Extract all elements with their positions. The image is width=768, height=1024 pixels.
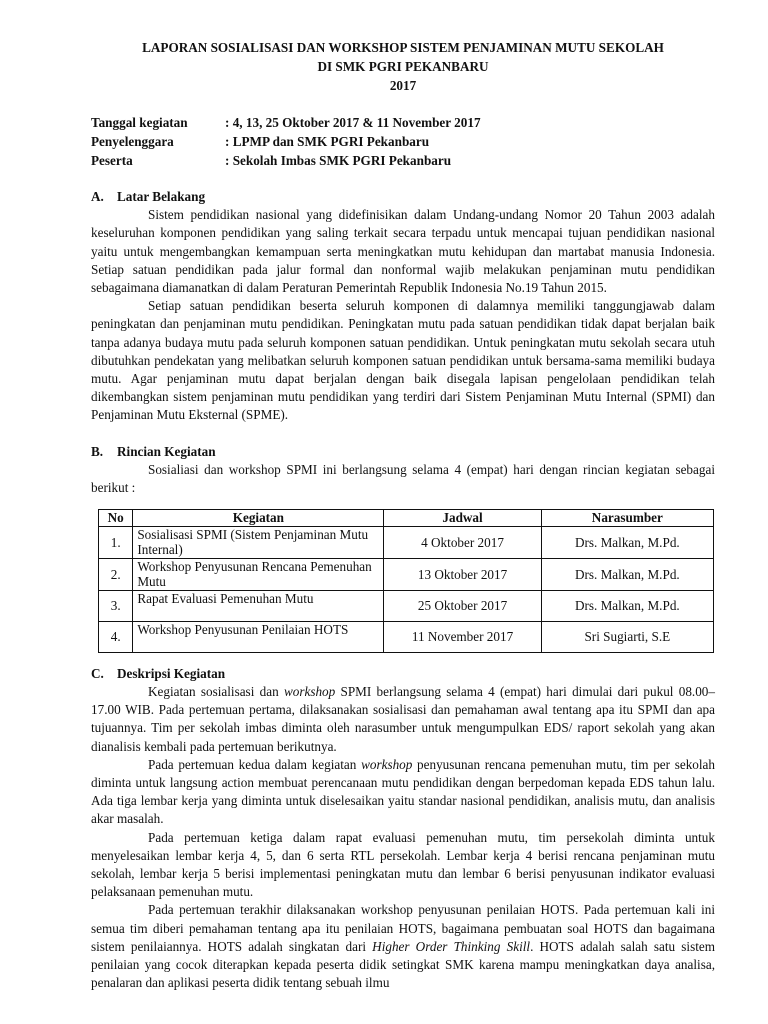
meta-value: : LPMP dan SMK PGRI Pekanbaru bbox=[225, 134, 430, 149]
section-number: C. bbox=[91, 665, 104, 681]
meta-label: Tanggal kegiatan bbox=[91, 115, 188, 130]
cell-jadwal: 4 Oktober 2017 bbox=[384, 526, 541, 558]
header-narasumber: Narasumber bbox=[541, 510, 713, 527]
section-title: Deskripsi Kegiatan bbox=[117, 665, 226, 681]
document-title bbox=[91, 38, 715, 95]
text-run: Kegiatan sosialisasi dan bbox=[148, 683, 284, 699]
table-header-row bbox=[99, 510, 714, 527]
text-run: Pada pertemuan kedua dalam kegiatan bbox=[148, 756, 362, 772]
section-b-heading bbox=[91, 443, 715, 461]
cell-no: 3. bbox=[99, 590, 133, 621]
header-jadwal: Jadwal bbox=[384, 510, 541, 527]
table-row bbox=[99, 526, 714, 558]
section-c-paragraph-3: Pada pertemuan ketiga dalam rapat evaluasi pemenuhan mutu, tim persekolah diminta untuk menyelesaikan lembar kerja 4, 5, dan 6 serta RTL persekolah. Lembar kerja 4 berisi rencana penjaminan mutu sekolah, lembar kerja 5 berisi implementasi peningkatan mutu dan lembar 6 berisi penyusunan indikator evaluasi pelaksanaan pemenuhan mutu. bbox=[91, 829, 715, 900]
table-row bbox=[99, 621, 714, 652]
section-c-paragraph-4 bbox=[91, 901, 715, 992]
meta-label: Peserta bbox=[91, 153, 133, 168]
italic-term: workshop bbox=[361, 756, 413, 772]
cell-narasumber: Drs. Malkan, M.Pd. bbox=[541, 558, 713, 590]
text-run: SPMI berlangsung selama 4 (empat) hari dimulai dari pukul 08.00– 17.00 WIB. Pada pertemuan pertama, dilaksanakan sosialisasi dan pemahaman awal tentang apa itu SPMI dan apa tujuannya. Tim per sekolah imbas diminta oleh narasumber untuk mengumpulkan EDS/ raport sekolah yang akan dianalisis kembali pada pertemuan berikutnya. bbox=[91, 683, 715, 754]
title-line-1: LAPORAN SOSIALISASI DAN WORKSHOP SISTEM PENJAMINAN MUTU SEKOLAH bbox=[142, 40, 664, 55]
italic-term: Higher Order Thinking Skill bbox=[372, 938, 531, 954]
header-no: No bbox=[99, 510, 133, 527]
table-row bbox=[99, 590, 714, 621]
cell-kegiatan: Sosialisasi SPMI (Sistem Penjaminan Mutu Internal) bbox=[133, 526, 384, 558]
cell-jadwal: 11 November 2017 bbox=[384, 621, 541, 652]
cell-jadwal: 13 Oktober 2017 bbox=[384, 558, 541, 590]
section-c-paragraph-2 bbox=[91, 756, 715, 829]
cell-no: 2. bbox=[99, 558, 133, 590]
section-number: B. bbox=[91, 443, 104, 459]
cell-narasumber: Sri Sugiarti, S.E bbox=[541, 621, 713, 652]
activity-table bbox=[98, 509, 714, 653]
title-line-2: DI SMK PGRI PEKANBARU bbox=[317, 59, 489, 74]
table-row bbox=[99, 558, 714, 590]
section-b-paragraph-1: Sosialiasi dan workshop SPMI ini berlangsung selama 4 (empat) hari dengan rincian kegiatan sebagai berikut : bbox=[91, 461, 715, 496]
header-kegiatan: Kegiatan bbox=[133, 510, 384, 527]
section-title: Latar Belakang bbox=[117, 189, 206, 204]
section-c-heading bbox=[91, 665, 715, 683]
section-a-paragraph-2: Setiap satuan pendidikan beserta seluruh komponen di dalamnya memiliki tanggungjawab dalam peningkatan dan penjaminan mutu pendidikan. Peningkatan mutu pada satuan pendidikan tidak dapat berjalan baik tanpa adanya budaya mutu pada seluruh komponen satuan pendidikan. Untuk peningkatan mutu sekolah secara utuh dibutuhkan pendekatan yang melibatkan seluruh komponen satuan pendidikan untuk bersama-sama memiliki budaya mutu. Agar penjaminan mutu dapat berjalan dengan baik disegala lapisan pengelolaan pendidikan telah dikembangkan sistem penjaminan mutu pendidikan yang terdiri dari Sistem Penjaminan Mutu Internal (SPMI) dan Penjaminan Mutu Eksternal (SPME). bbox=[91, 298, 715, 423]
section-number: A. bbox=[91, 189, 104, 204]
meta-row-date bbox=[91, 113, 715, 132]
title-year: 2017 bbox=[389, 78, 417, 93]
italic-term: workshop bbox=[283, 683, 336, 699]
cell-kegiatan: Workshop Penyusunan Rencana Pemenuhan Mutu bbox=[133, 558, 384, 590]
cell-kegiatan: Rapat Evaluasi Pemenuhan Mutu bbox=[133, 590, 384, 621]
meta-row-organizer bbox=[91, 132, 715, 151]
section-a-paragraph-1: Sistem pendidikan nasional yang didefinisikan dalam Undang-undang Nomor 20 Tahun 2003 adalah keseluruhan komponen pendidikan yang saling terkait secara terpadu untuk mencapai tujuan pendidikan nasional yaitu untuk mengembangkan kemampuan serta meningkatkan mutu kehidupan dan martabat manusia Indonesia. Setiap satuan pendidikan pada jalur formal dan nonformal wajib melakukan penjaminan mutu pendidikan sebagaimana diamanatkan di dalam Peraturan Pemerintah Republik Indonesia No.19 Tahun 2015. bbox=[91, 207, 715, 296]
meta-value: : 4, 13, 25 Oktober 2017 & 11 November 2017 bbox=[225, 115, 481, 130]
cell-jadwal: 25 Oktober 2017 bbox=[384, 590, 541, 621]
text-run: . HOTS adalah salah satu sistem penilaian yang cocok diterapkan kepada peserta didik setingkat SMK karena mampu meningkatkan daya analisa, penalaran dan aplikasi peserta didik tentang sebuah ilmu bbox=[91, 938, 716, 991]
cell-no: 1. bbox=[99, 526, 133, 558]
cell-no: 4. bbox=[99, 621, 133, 652]
section-a-heading bbox=[91, 188, 715, 206]
text-run: penyusunan rencana pemenuhan mutu, tim per sekolah diminta untuk langsung action membuat perencanaan mutu pendidikan dengan berpedoman kepada EDS tahun lalu. Ada tiga lembar kerja yang diminta untuk diselesaikan yaitu standar nasional pendidikan, analisis mutu, dan analisis akar masalah. bbox=[91, 756, 715, 827]
cell-narasumber: Drs. Malkan, M.Pd. bbox=[541, 526, 713, 558]
meta-value: : Sekolah Imbas SMK PGRI Pekanbaru bbox=[225, 153, 452, 168]
section-c-paragraph-1 bbox=[91, 683, 715, 756]
cell-kegiatan: Workshop Penyusunan Penilaian HOTS bbox=[133, 621, 384, 652]
meta-block bbox=[91, 113, 715, 170]
meta-row-participants bbox=[91, 151, 715, 170]
section-title: Rincian Kegiatan bbox=[117, 443, 216, 459]
cell-narasumber: Drs. Malkan, M.Pd. bbox=[541, 590, 713, 621]
text-run: Pada pertemuan terakhir dilaksanakan workshop penyusunan penilaian HOTS. Pada pertemuan kali ini semua tim diberi pemahaman tentang apa itu penilaian HOTS, bagaimana pembuatan soal HOTS dan bagaimana sistem penilaiannya. HOTS adalah singkatan dari bbox=[91, 902, 715, 954]
meta-label: Penyelenggara bbox=[91, 134, 174, 149]
